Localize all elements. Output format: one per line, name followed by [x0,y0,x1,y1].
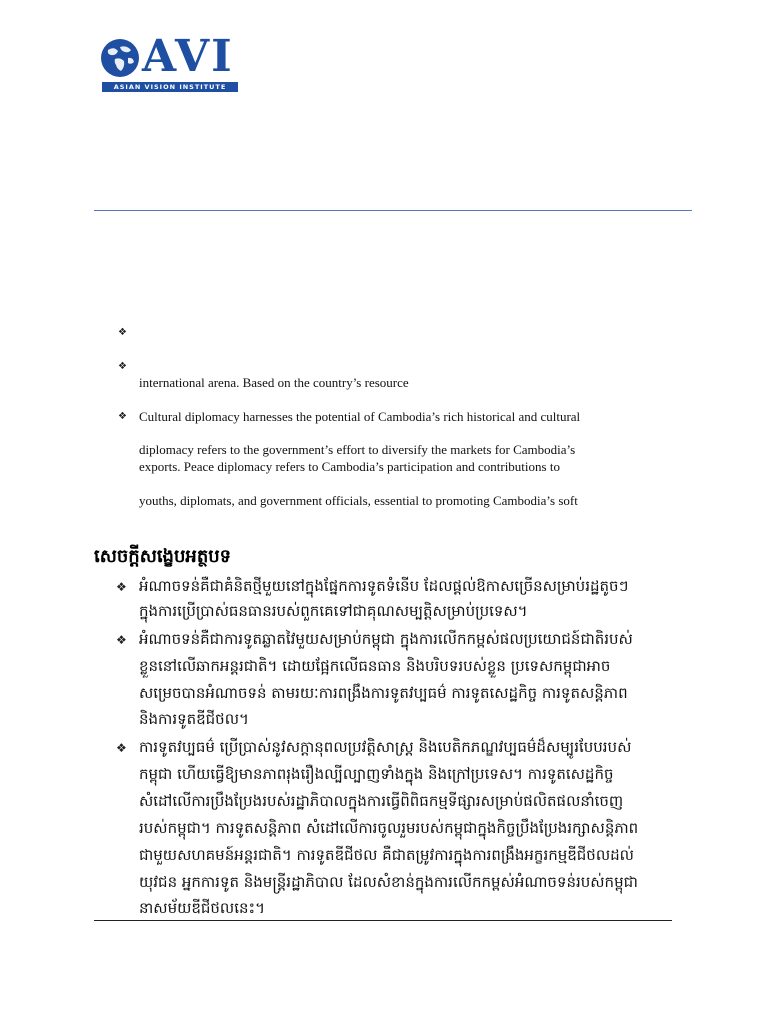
english-line: youths, diplomats, and government officials, essential to promoting Cambodia’s soft [139,493,578,508]
footer-divider [94,920,672,921]
english-line: exports. Peace diplomacy refers to Cambodia’s participation and contributions to [139,459,560,474]
bullet-icon: ❖ [116,741,127,755]
bullet-icon: ❖ [116,580,127,594]
khmer-line: អំណាចទន់គឺជាគំនិតថ្មីមួយនៅក្នុងផ្នែកការទូតទំនើប ដែលផ្ដល់ឱកាសច្រើនសម្រាប់រដ្ឋតូចៗ [139,577,629,595]
khmer-line: របស់កម្ពុជា។ ការទូតសន្តិភាព សំដៅលើការចូលរួមរបស់កម្ពុជាក្នុងកិច្ចប្រឹងប្រែងរក្សាសន្តិភាព [139,819,639,837]
khmer-line: និងការទូតឌីជីថល។ [139,710,249,728]
english-line: Cultural diplomacy harnesses the potential of Cambodia’s rich historical and cultural [139,409,581,424]
logo-subtitle: ASIAN VISION INSTITUTE [102,82,238,92]
khmer-line: សម្រេចបានអំណាចទន់ តាមរយៈការពង្រឹងការទូតវប្បធម៌ ការទូតសេដ្ឋកិច្ច ការទូតសន្តិភាព [139,684,628,702]
khmer-line: ក្នុងការប្រើប្រាស់ធនធានរបស់ពួកគេទៅជាគុណសម្បត្តិសម្រាប់ប្រទេស។ [139,602,528,620]
logo-wordmark: AVI [142,31,234,82]
khmer-line: នាសម័យឌីជីថលនេះ។ [139,899,265,917]
english-line: diplomacy refers to the government’s effort to diversify the markets for Cambodia’s [139,442,576,457]
header-divider [94,210,692,211]
khmer-line: ខ្លួននៅលើឆាកអន្តរជាតិ។ ដោយផ្អែកលើធនធាន និងបរិបទរបស់ខ្លួន ប្រទេសកម្ពុជាអាច [139,657,611,675]
bullet-icon: ❖ [118,327,127,338]
khmer-line: ជាមួយសហគមន៍អន្តរជាតិ។ ការទូតឌីជីថល គឺជាតម្រូវការក្នុងការពង្រឹងអក្ខរកម្មឌីជីថលដល់ [139,846,634,864]
khmer-summary-heading: សេចក្តីសង្ខេបអត្ថបទ [94,546,232,567]
english-line: international arena. Based on the country’s resource [139,375,409,390]
avi-logo [100,31,240,96]
bullet-icon: ❖ [118,411,127,422]
bullet-icon: ❖ [118,361,127,372]
khmer-line: ការទូតវប្បធម៌ ប្រើប្រាស់នូវសក្តានុពលប្រវត្តិសាស្រ្ត និងបេតិកភណ្ឌវប្បធម៌ដ៏សម្បូរបែបរបស់ [139,738,632,756]
khmer-line: យុវជន អ្នកការទូត និងមន្រ្តីរដ្ឋាភិបាល ដែលសំខាន់ក្នុងការលើកកម្ពស់អំណាចទន់របស់កម្ពុជា [139,873,638,891]
bullet-icon: ❖ [116,633,127,647]
khmer-line: សំដៅលើការប្រឹងប្រែងរបស់រដ្ឋាភិបាលក្នុងការធ្វើពិពិធកម្មទីផ្សារសម្រាប់ផលិតផលនាំចេញ [139,792,624,810]
khmer-line: កម្ពុជា ហើយធ្វើឱ្យមានភាពរុងរឿងល្បីល្បាញទាំងក្នុង និងក្រៅប្រទេស។ ការទូតសេដ្ឋកិច្ច [139,765,614,783]
khmer-line: អំណាចទន់គឺជាការទូតឆ្លាតវៃមួយសម្រាប់កម្ពុជា ក្នុងការលើកកម្ពស់ផលប្រយោជន៍ជាតិរបស់ [139,630,633,648]
globe-icon [100,38,140,78]
